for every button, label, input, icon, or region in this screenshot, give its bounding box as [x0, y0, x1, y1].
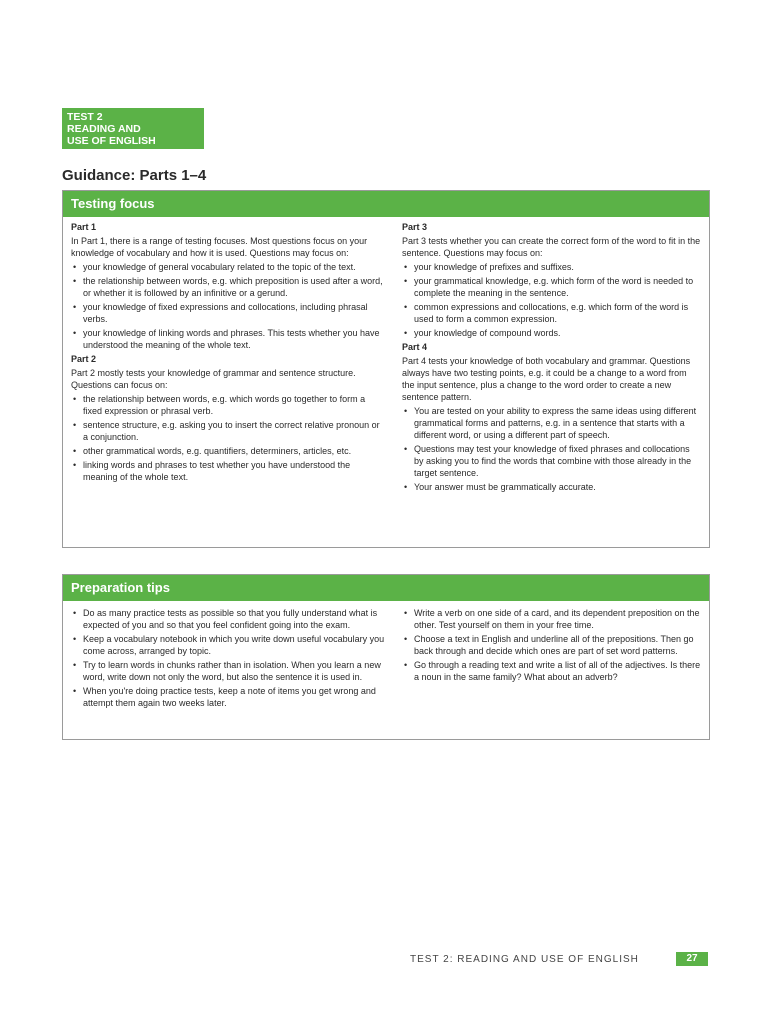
part4-intro: Part 4 tests your knowledge of both vocabulary and grammar. Questions always have two testing points, e.g. it could be a change to a word from the input sentence, plus a change to the word order to create a new sentence pattern. — [401, 356, 691, 402]
list-item: • common expressions and collocations, e.g. which form of the word is used to form a common expression. — [402, 301, 701, 325]
list-item: • your grammatical knowledge, e.g. which form of the word is needed to complete the meaning in the sentence. — [402, 275, 701, 299]
section-tag — [62, 108, 204, 149]
part1-list — [71, 261, 386, 351]
list-item: • your knowledge of fixed expressions and collocations, including phrasal verbs. — [71, 301, 386, 325]
list-item: • When you're doing practice tests, keep a note of items you get wrong and attempt them again two weeks later. — [71, 685, 386, 709]
preparation-tips-right-column — [386, 607, 701, 711]
list-item: • linking words and phrases to test whether you have understood the meaning of the whole text. — [71, 459, 386, 483]
list-item: • Do as many practice tests as possible so that you fully understand what is expected of you and so that you feel confident going into the exam. — [71, 607, 386, 631]
list-item: • other grammatical words, e.g. quantifiers, determiners, articles, etc. — [71, 445, 386, 457]
part1-intro: In Part 1, there is a range of testing focuses. Most questions focus on your knowledge of vocabulary and how it is used. Questions may focus on: — [71, 236, 368, 258]
part4-list — [402, 405, 701, 493]
list-item: • your knowledge of prefixes and suffixes. — [402, 261, 701, 273]
testing-focus-right-column — [386, 221, 701, 495]
testing-focus-left-column — [71, 221, 386, 495]
list-item: • Questions may test your knowledge of fixed phrases and collocations by asking you to find the words that combine with those already in the target sentence. — [402, 443, 701, 479]
list-item: • Write a verb on one side of a card, and its dependent preposition on the other. Test yourself on them in your free time. — [402, 607, 701, 631]
list-item: • the relationship between words, e.g. which words go together to form a fixed expression or phrasal verb. — [71, 393, 386, 417]
list-item: • Go through a reading text and write a list of all of the adjectives. Is there a noun in the same family? What about an adverb? — [402, 659, 701, 683]
part2-list — [71, 393, 386, 483]
page-number: 27 — [676, 952, 708, 966]
list-item: • sentence structure, e.g. asking you to insert the correct relative pronoun or a conjunction. — [71, 419, 386, 443]
footer-running-title: TEST 2: READING AND USE OF ENGLISH — [410, 954, 639, 965]
part2-intro: Part 2 mostly tests your knowledge of grammar and sentence structure. Questions can focus on: — [71, 368, 356, 390]
preparation-tips-left-column — [71, 607, 386, 711]
list-item: • You are tested on your ability to express the same ideas using different grammatical forms and patterns, e.g. in a sentence that starts with a different word, or using a different part of speech. — [402, 405, 701, 441]
tips-left-list — [71, 607, 386, 709]
part3-intro: Part 3 tests whether you can create the correct form of the word to fit in the sentence. Questions may focus on: — [401, 236, 701, 258]
preparation-tips-box — [62, 574, 710, 740]
section-tag-line: READING AND — [67, 123, 141, 135]
part4-heading: Part 4 — [401, 342, 427, 352]
list-item: • Your answer must be grammatically accurate. — [402, 481, 701, 493]
testing-focus-box — [62, 190, 710, 548]
list-item: • your knowledge of linking words and phrases. This tests whether you have understood the meaning of the whole text. — [71, 327, 386, 351]
list-item: • Try to learn words in chunks rather than in isolation. When you learn a new word, write down not only the word, but also the sentence it is used in. — [71, 659, 386, 683]
testing-focus-header: Testing focus — [63, 191, 709, 217]
part1-heading: Part 1 — [71, 222, 97, 232]
list-item: • the relationship between words, e.g. which preposition is used after a word, or whether it is followed by an infinitive or a gerund. — [71, 275, 386, 299]
section-tag-line: USE OF ENGLISH — [67, 135, 156, 147]
tips-right-list — [402, 607, 701, 683]
page-title: Guidance: Parts 1–4 — [62, 167, 207, 184]
list-item: • Keep a vocabulary notebook in which you write down useful vocabulary you come across, arranged by topic. — [71, 633, 386, 657]
list-item: • your knowledge of general vocabulary related to the topic of the text. — [71, 261, 386, 273]
list-item: • your knowledge of compound words. — [402, 327, 701, 339]
preparation-tips-header: Preparation tips — [63, 575, 709, 601]
list-item: • Choose a text in English and underline all of the prepositions. Then go back through and decide which ones are part of set word patterns. — [402, 633, 701, 657]
part3-list — [402, 261, 701, 339]
section-tag-line: TEST 2 — [67, 111, 103, 123]
part3-heading: Part 3 — [401, 222, 427, 232]
part2-heading: Part 2 — [71, 354, 97, 364]
